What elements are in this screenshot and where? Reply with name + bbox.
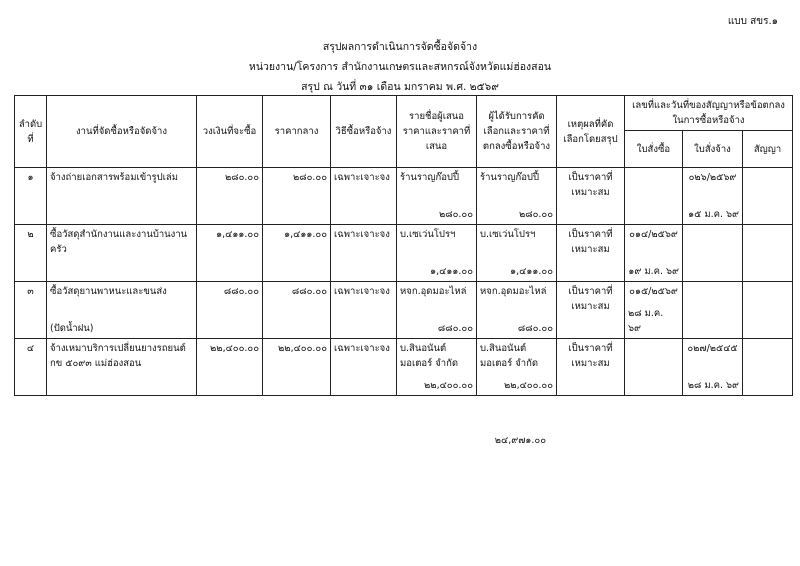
row-winner-cell <box>477 168 557 225</box>
row-contract <box>743 168 793 225</box>
row-wo-cell <box>683 339 743 396</box>
header-work: งานที่จัดซื้อหรือจัดจ้าง <box>47 96 197 168</box>
header-reason: เหตุผลที่คัดเลือกโดยสรุป <box>557 96 625 168</box>
row-po-date: ๑๙ ม.ค. ๖๙ <box>628 266 679 277</box>
row-reason <box>557 168 625 225</box>
row-reason-l1: เป็นราคาที่ <box>568 229 613 240</box>
header-contract: สัญญา <box>743 131 793 168</box>
header-no: ลำดับที่ <box>15 96 47 168</box>
row-bidder: บ.สินอนันต์ มอเตอร์ จำกัด <box>400 343 459 369</box>
row-work <box>47 225 197 282</box>
row-winner-cell <box>477 225 557 282</box>
row-budget: ๑,๔๑๑.๐๐ <box>197 225 263 282</box>
row-bid-price: ๑,๔๑๑.๐๐ <box>430 266 473 277</box>
row-winner: หจก.อุดมอะไหล่ <box>480 286 547 297</box>
row-winner: ร้านราญก๊อปปี้ <box>480 172 539 183</box>
row-po-cell <box>625 225 683 282</box>
form-code: แบบ สขร.๑ <box>727 16 778 27</box>
row-method: เฉพาะเจาะจง <box>331 225 397 282</box>
row-bidder-cell <box>397 168 477 225</box>
row-contract <box>743 225 793 282</box>
row-po-cell <box>625 168 683 225</box>
row-bid-price: ๒๘๐.๐๐ <box>438 209 473 220</box>
row-work-text: จ้างเหมาบริการเปลี่ยนยางรถยนต์ กข ๕๐๙๓ แม่ฮ่องสอน <box>50 343 186 369</box>
table-row <box>15 168 793 225</box>
row-no: ๒ <box>15 225 47 282</box>
row-reason-l1: เป็นราคาที่ <box>568 172 613 183</box>
row-no: ๓ <box>15 282 47 339</box>
row-winner: บ.เซเว่นโปรฯ <box>480 229 536 240</box>
row-po-no: ๐๑๔/๒๕๖๙ <box>629 229 678 240</box>
table-row <box>15 225 793 282</box>
row-winner-cell <box>477 339 557 396</box>
row-work <box>47 168 197 225</box>
row-reason-l2: เหมาะสม <box>571 301 610 312</box>
row-bidder: บ.เซเว่นโปรฯ <box>400 229 456 240</box>
row-winner: บ.สินอนันต์ มอเตอร์ จำกัด <box>480 343 539 369</box>
row-mid-price: ๒๒,๔๐๐.๐๐ <box>263 339 331 396</box>
row-win-price: ๒๒,๔๐๐.๐๐ <box>504 380 553 391</box>
procurement-table <box>14 95 793 396</box>
header-wo: ใบสั่งจ้าง <box>683 131 743 168</box>
row-reason-l1: เป็นราคาที่ <box>568 286 613 297</box>
header-budget: วงเงินที่จะซื้อ <box>197 96 263 168</box>
row-winner-cell <box>477 282 557 339</box>
header-bidders: รายชื่อผู้เสนอราคาและราคาที่เสนอ <box>397 96 477 168</box>
row-po-date: ๒๘ ม.ค. ๖๙ <box>628 308 664 334</box>
header-po: ใบสั่งซื้อ <box>625 131 683 168</box>
row-reason-l2: เหมาะสม <box>571 244 610 255</box>
row-bidder-cell <box>397 225 477 282</box>
row-work-note: (ปัดน้ำฝน) <box>50 323 94 334</box>
row-po-cell <box>625 282 683 339</box>
row-mid-price: ๑,๔๑๑.๐๐ <box>263 225 331 282</box>
row-budget: ๒๘๐.๐๐ <box>197 168 263 225</box>
table-row <box>15 339 793 396</box>
header-winner: ผู้ได้รับการคัดเลือกและราคาที่ตกลงซื้อหรือจ้าง <box>477 96 557 168</box>
row-work-text: ซื้อวัสดุยานพาหนะและขนส่ง <box>50 286 167 297</box>
row-wo-no: ๐๒๖/๒๕๖๙ <box>688 172 737 183</box>
row-method: เฉพาะเจาะจง <box>331 282 397 339</box>
row-work-text: จ้างถ่ายเอกสารพร้อมเข้ารูปเล่ม <box>50 172 179 183</box>
row-work-text: ซื้อวัสดุสำนักงานและงานบ้านงานครัว <box>50 229 188 255</box>
row-reason-l2: เหมาะสม <box>571 358 610 369</box>
report-title: สรุปผลการดำเนินการจัดซื้อจัดจ้าง <box>322 41 478 53</box>
row-budget: ๘๘๐.๐๐ <box>197 282 263 339</box>
row-bidder: หจก.อุดมอะไหล่ <box>400 286 467 297</box>
row-reason <box>557 339 625 396</box>
row-bid-price: ๒๒,๔๐๐.๐๐ <box>424 380 473 391</box>
row-method: เฉพาะเจาะจง <box>331 168 397 225</box>
agency-line: หน่วยงาน/โครงการ สำนักงานเกษตรและสหกรณ์จังหวัดแม่ฮ่องสอน <box>248 61 552 73</box>
row-po-no: ๐๑๕/๒๕๖๙ <box>629 286 678 297</box>
row-contract <box>743 282 793 339</box>
row-wo-date: ๑๕ ม.ค. ๖๙ <box>688 209 739 220</box>
row-wo-date: ๒๘ ม.ค. ๖๙ <box>687 380 739 391</box>
row-wo-no: ๐๒๗/๒๕๔๕ <box>687 343 738 354</box>
row-bidder-cell <box>397 282 477 339</box>
table-row <box>15 282 793 339</box>
row-reason <box>557 282 625 339</box>
row-wo-cell <box>683 282 743 339</box>
row-contract <box>743 339 793 396</box>
grand-total: ๒๔,๙๗๑.๐๐ <box>494 435 546 446</box>
row-method: เฉพาะเจาะจง <box>331 339 397 396</box>
header-mid-price: ราคากลาง <box>263 96 331 168</box>
row-win-price: ๘๘๐.๐๐ <box>517 323 553 334</box>
as-of-line: สรุป ณ วันที่ ๓๑ เดือน มกราคม พ.ศ. ๒๕๖๙ <box>301 81 499 93</box>
row-work <box>47 339 197 396</box>
row-reason-l1: เป็นราคาที่ <box>568 343 613 354</box>
row-win-price: ๒๘๐.๐๐ <box>518 209 553 220</box>
row-mid-price: ๒๘๐.๐๐ <box>263 168 331 225</box>
row-bid-price: ๘๘๐.๐๐ <box>437 323 473 334</box>
row-bidder: ร้านราญก๊อปปี้ <box>400 172 459 183</box>
row-reason-l2: เหมาะสม <box>571 187 610 198</box>
row-reason <box>557 225 625 282</box>
row-bidder-cell <box>397 339 477 396</box>
header-method: วิธีซื้อหรือจ้าง <box>331 96 397 168</box>
row-po-cell <box>625 339 683 396</box>
row-no: ๔ <box>15 339 47 396</box>
row-wo-cell <box>683 168 743 225</box>
row-no: ๑ <box>15 168 47 225</box>
row-budget: ๒๒,๔๐๐.๐๐ <box>197 339 263 396</box>
row-mid-price: ๘๘๐.๐๐ <box>263 282 331 339</box>
row-work <box>47 282 197 339</box>
row-wo-cell <box>683 225 743 282</box>
row-win-price: ๑,๔๑๑.๐๐ <box>510 266 553 277</box>
header-contract-group: เลขที่และวันที่ของสัญญาหรือข้อตกลงในการซื้อหรือจ้าง <box>625 96 793 131</box>
